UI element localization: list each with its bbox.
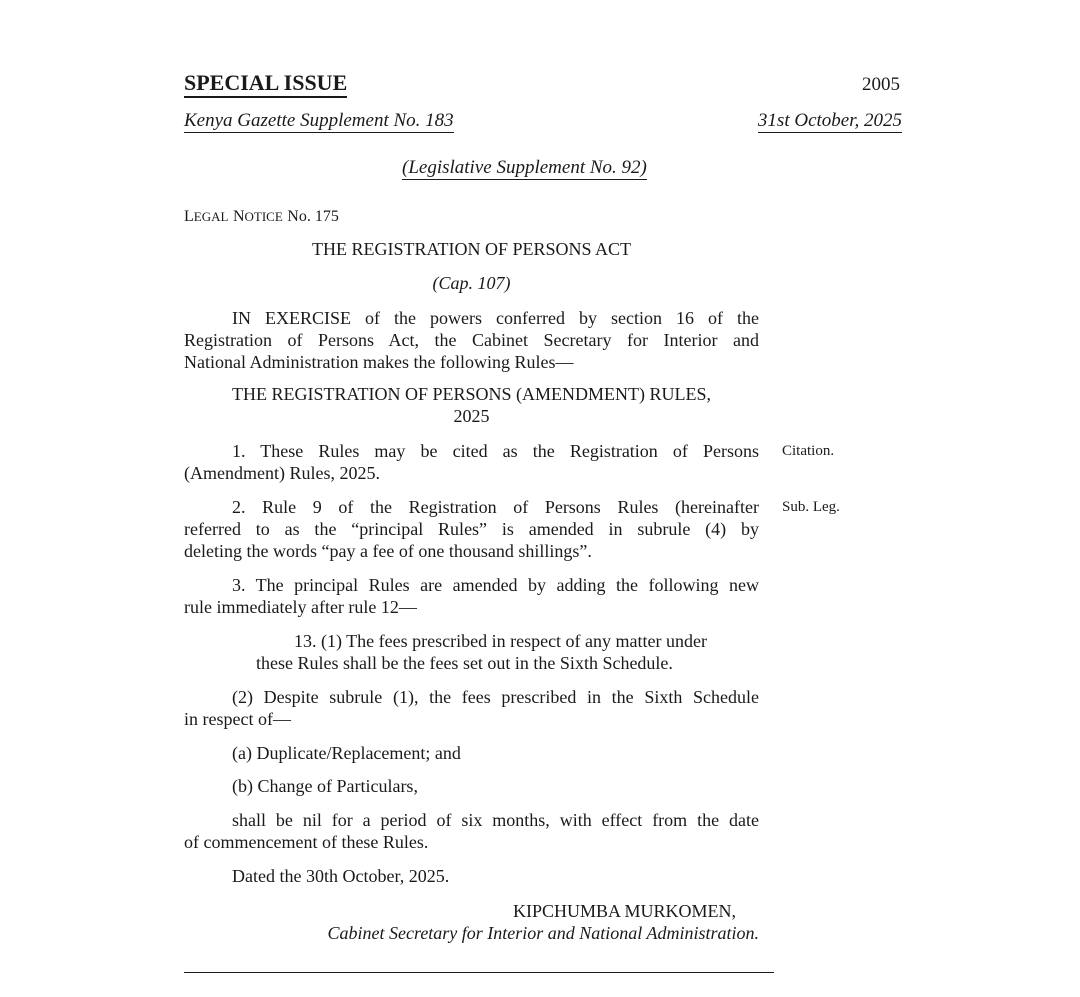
gazette-date: 31st October, 2025 <box>757 110 902 131</box>
notice-no: No. 175 <box>287 208 339 225</box>
preamble <box>184 307 759 373</box>
signatory-title: Cabinet Secretary for Interior and National Administration. <box>327 923 759 943</box>
rule-13-line: these Rules shall be the fees set out in the Sixth Schedule. <box>256 653 673 673</box>
nil-line: shall be nil for a period of six months, with effect from the date <box>232 810 759 830</box>
cap-number: (Cap. 107) <box>432 273 511 293</box>
margin-note-sub-leg: Sub. Leg. <box>782 499 840 515</box>
notice-otice: OTICE <box>244 209 283 224</box>
rule-13 <box>256 630 759 674</box>
legislative-supplement: (Legislative Supplement No. 92) <box>402 157 647 178</box>
gazette-title: Kenya Gazette Supplement No. 183 <box>184 110 454 131</box>
special-issue-heading: SPECIAL ISSUE <box>184 70 347 98</box>
subrule-line: in respect of— <box>184 709 291 729</box>
paragraph-line: 2. Rule 9 of the Registration of Persons Rules (hereinafter <box>232 497 759 517</box>
legal-L: L <box>184 208 194 225</box>
rule-13-line: 13. (1) The fees prescribed in respect of any matter under <box>294 631 707 651</box>
subrule-line: (2) Despite subrule (1), the fees prescribed in the Sixth Schedule <box>232 687 759 707</box>
paragraph-line: 1. These Rules may be cited as the Registration of Persons <box>232 441 759 461</box>
paragraph-3 <box>184 574 759 618</box>
paragraph-2 <box>184 496 759 562</box>
paragraph-1 <box>184 440 759 484</box>
notice-N: N <box>232 208 245 225</box>
paragraph-line: referred to as the “principal Rules” is amended in subrule (4) by <box>184 519 759 539</box>
item-b: (b) Change of Particulars, <box>232 776 418 796</box>
rules-title-year: 2025 <box>453 406 490 426</box>
paragraph-line: 3. The principal Rules are amended by adding the following new <box>232 575 759 595</box>
margin-note-citation: Citation. <box>782 443 835 459</box>
signatory-name: KIPCHUMBA MURKOMEN, <box>512 901 736 921</box>
subrule-2 <box>184 686 759 730</box>
legal-notice-number <box>184 204 339 228</box>
nil-line: of commencement of these Rules. <box>184 832 429 852</box>
act-title: THE REGISTRATION OF PERSONS ACT <box>311 239 632 259</box>
nil-clause <box>184 809 759 853</box>
paragraph-line: rule immediately after rule 12— <box>184 597 417 617</box>
page-number: 2005 <box>862 74 900 95</box>
legal-egal: EGAL <box>193 209 229 224</box>
preamble-line: National Administration makes the following Rules— <box>184 352 574 372</box>
paragraph-line: deleting the words “pay a fee of one thousand shillings”. <box>184 541 592 561</box>
dated-line: Dated the 30th October, 2025. <box>232 866 450 886</box>
paragraph-line: (Amendment) Rules, 2025. <box>184 463 380 483</box>
preamble-line: IN EXERCISE of the powers conferred by section 16 of the <box>232 308 759 328</box>
rules-title-line: THE REGISTRATION OF PERSONS (AMENDMENT) RULES, <box>231 384 711 404</box>
preamble-line: Registration of Persons Act, the Cabinet Secretary for Interior and <box>184 330 759 350</box>
item-a: (a) Duplicate/Replacement; and <box>232 743 461 763</box>
bottom-divider <box>184 972 774 973</box>
rules-title <box>184 383 759 427</box>
